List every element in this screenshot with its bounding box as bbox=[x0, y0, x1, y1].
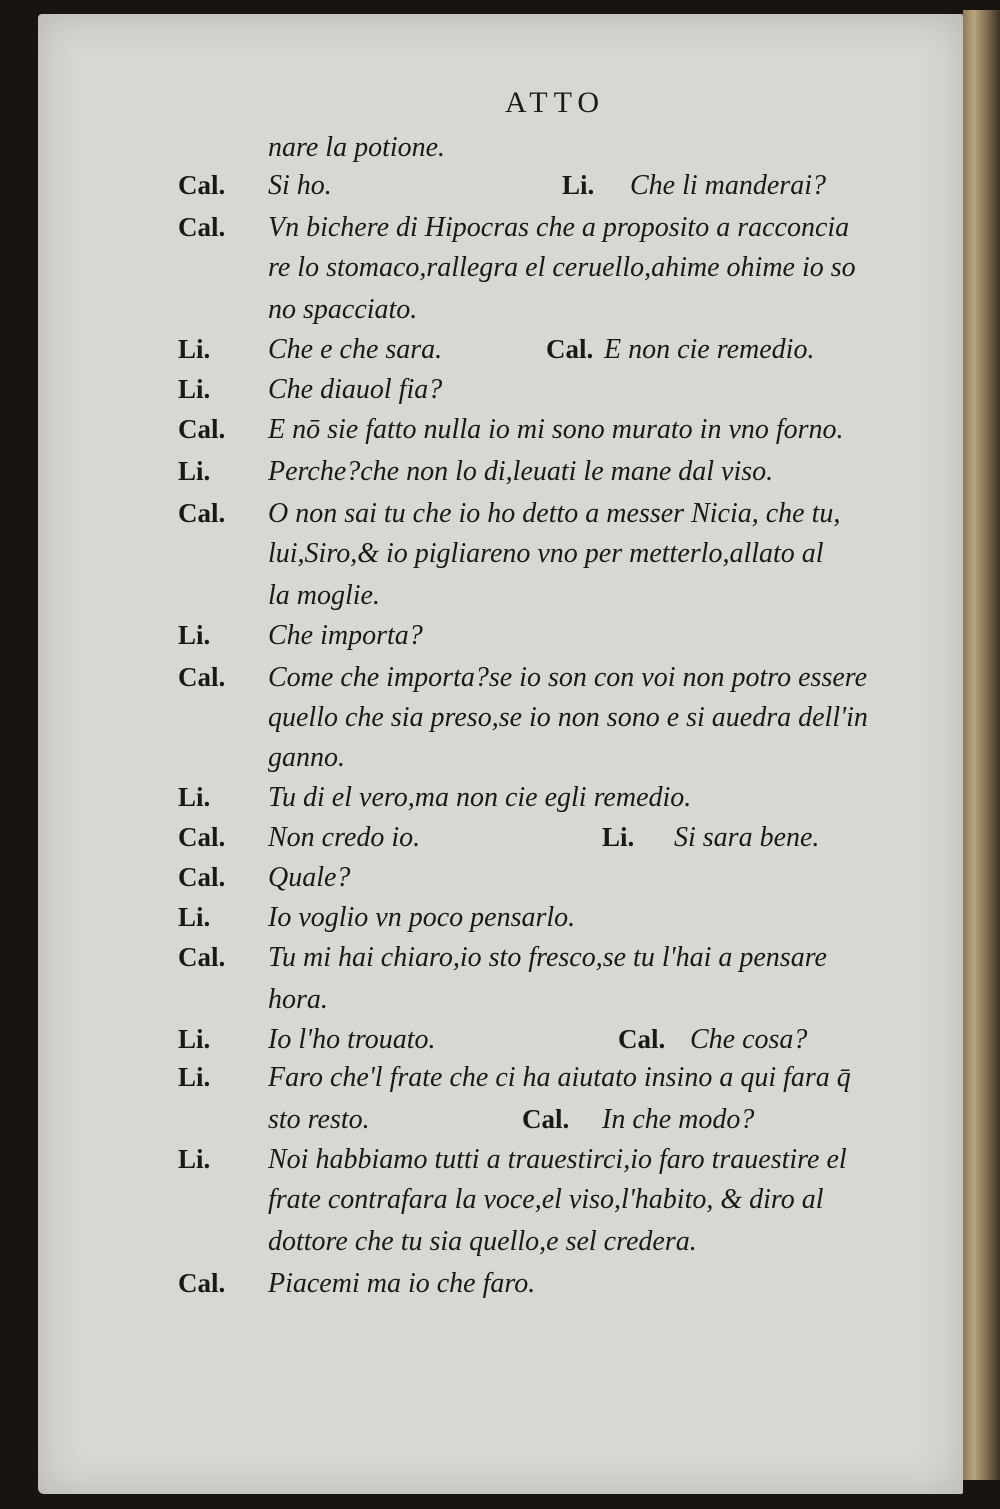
dialogue-line bbox=[0, 212, 1000, 254]
speaker-label: Li. bbox=[178, 374, 211, 404]
line-text: Io voglio vn poco pensarlo. bbox=[268, 902, 576, 933]
line-text-inline: Si sara bene. bbox=[674, 822, 820, 853]
line-text: Piacemi ma io che faro. bbox=[268, 1268, 536, 1299]
speaker-label: Cal. bbox=[178, 212, 226, 242]
line-text: E nō sie fatto nulla io mi sono murato in vno forno. bbox=[268, 414, 844, 445]
page-header: ATTO bbox=[504, 86, 606, 119]
speaker-label-inline: Cal. bbox=[618, 1024, 666, 1054]
speaker-label: Cal. bbox=[178, 170, 226, 200]
line-text: Che e che sara. bbox=[268, 334, 443, 365]
line-text: Non credo io. bbox=[268, 822, 421, 853]
line-text: la moglie. bbox=[268, 580, 380, 611]
dialogue-line bbox=[0, 1268, 1000, 1310]
line-text: Tu mi hai chiaro,io sto fresco,se tu l'hai a pensare bbox=[268, 942, 827, 973]
dialogue-line bbox=[0, 580, 1000, 622]
line-text: quello che sia preso,se io non sono e si auedra dell'in bbox=[268, 702, 868, 733]
dialogue-line bbox=[0, 456, 1000, 498]
dialogue-line bbox=[0, 1226, 1000, 1268]
line-text: Come che importa?se io son con voi non potro essere bbox=[268, 662, 868, 693]
line-text: dottore che tu sia quello,e sel credera. bbox=[268, 1226, 697, 1257]
dialogue-line bbox=[0, 620, 1000, 662]
line-text: Io l'ho trouato. bbox=[268, 1024, 436, 1055]
dialogue-line bbox=[0, 942, 1000, 984]
dialogue-line bbox=[0, 862, 1000, 904]
speaker-label-inline: Cal. bbox=[546, 334, 594, 364]
line-text-inline: Che cosa? bbox=[690, 1024, 808, 1055]
line-text: ganno. bbox=[268, 742, 345, 773]
speaker-label: Li. bbox=[178, 334, 211, 364]
line-text: sto resto. bbox=[268, 1104, 370, 1135]
line-text: Che importa? bbox=[268, 620, 423, 651]
line-text: O non sai tu che io ho detto a messer Nicia, che tu, bbox=[268, 498, 841, 529]
speaker-label: Li. bbox=[178, 1024, 211, 1054]
dialogue-line bbox=[0, 294, 1000, 336]
speaker-label: Cal. bbox=[178, 862, 226, 892]
dialogue-line bbox=[0, 170, 1000, 212]
speaker-label: Li. bbox=[178, 1144, 211, 1174]
line-text-inline: In che modo? bbox=[602, 1104, 755, 1135]
dialogue-line bbox=[0, 334, 1000, 376]
dialogue-line bbox=[0, 538, 1000, 580]
dialogue-line bbox=[0, 1062, 1000, 1104]
speaker-label-inline: Cal. bbox=[522, 1104, 570, 1134]
dialogue-line bbox=[0, 702, 1000, 744]
line-text: nare la potione. bbox=[268, 132, 446, 163]
dialogue-line bbox=[0, 902, 1000, 944]
line-text: re lo stomaco,rallegra el ceruello,ahime ohime io so bbox=[268, 252, 856, 283]
line-text: no spacciato. bbox=[268, 294, 418, 325]
dialogue-line bbox=[0, 742, 1000, 784]
line-text: hora. bbox=[268, 984, 328, 1015]
dialogue-line bbox=[0, 498, 1000, 540]
speaker-label: Cal. bbox=[178, 662, 226, 692]
speaker-label-inline: Li. bbox=[602, 822, 635, 852]
speaker-label: Cal. bbox=[178, 942, 226, 972]
speaker-label: Cal. bbox=[178, 498, 226, 528]
speaker-label: Li. bbox=[178, 1062, 211, 1092]
dialogue-line bbox=[0, 1184, 1000, 1226]
speaker-label-inline: Li. bbox=[562, 170, 595, 200]
speaker-label: Li. bbox=[178, 902, 211, 932]
dialogue-line bbox=[0, 132, 1000, 174]
speaker-label: Li. bbox=[178, 620, 211, 650]
line-text-inline: Che li manderai? bbox=[630, 170, 826, 201]
line-text: Si ho. bbox=[268, 170, 332, 201]
line-text-inline: E non cie remedio. bbox=[604, 334, 815, 365]
line-text: Tu di el vero,ma non cie egli remedio. bbox=[268, 782, 692, 813]
line-text: Noi habbiamo tutti a trauestirci,io faro trauestire el bbox=[268, 1144, 847, 1175]
dialogue-line bbox=[0, 984, 1000, 1026]
speaker-label: Cal. bbox=[178, 414, 226, 444]
line-text: Faro che'l frate che ci ha aiutato insino a qui fara q̄ bbox=[268, 1062, 851, 1093]
dialogue-line bbox=[0, 1144, 1000, 1186]
line-text: lui,Siro,& io pigliareno vno per metterlo,allato al bbox=[268, 538, 824, 569]
dialogue-line bbox=[0, 252, 1000, 294]
line-text: Che diauol fia? bbox=[268, 374, 443, 405]
dialogue-line bbox=[0, 662, 1000, 704]
line-text: Perche?che non lo di,leuati le mane dal viso. bbox=[268, 456, 774, 487]
dialogue-line bbox=[0, 1024, 1000, 1066]
line-text: frate contrafara la voce,el viso,l'habito, & diro al bbox=[268, 1184, 824, 1215]
line-text: Vn bichere di Hipocras che a proposito a racconcia bbox=[268, 212, 850, 243]
dialogue-line bbox=[0, 782, 1000, 824]
dialogue-line bbox=[0, 1104, 1000, 1146]
speaker-label: Cal. bbox=[178, 822, 226, 852]
dialogue-line bbox=[0, 822, 1000, 864]
speaker-label: Cal. bbox=[178, 1268, 226, 1298]
speaker-label: Li. bbox=[178, 782, 211, 812]
speaker-label: Li. bbox=[178, 456, 211, 486]
dialogue-line bbox=[0, 414, 1000, 456]
dialogue-line bbox=[0, 374, 1000, 416]
line-text: Quale? bbox=[268, 862, 351, 893]
